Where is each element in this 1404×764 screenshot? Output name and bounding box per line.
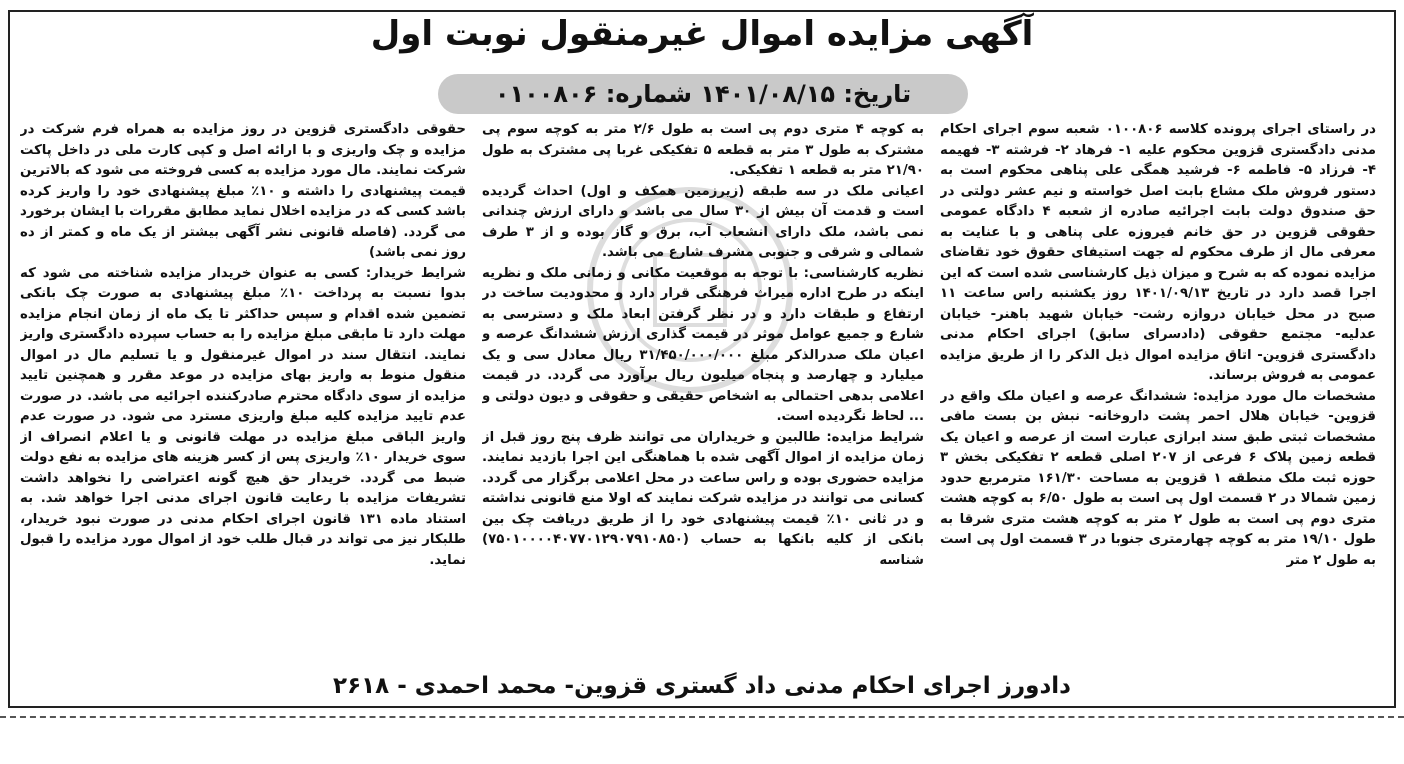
expert-opinion-text: با توجه به موقعیت مکانی و زمانی ملک و نظریه اینکه در طرح اداره میراث فرهنگی قرار دارد و محدودیت ساخت در ارتفاع و طبقات دارد و در نظر گرفتن ابعاد ملک و دسترسی به شارع و جمیع عوامل موثر در قیمت گذاری ارزش ششدانگ عرصه و اعیان ملک صدرالذکر مبلغ ۳۱/۴۵۰/۰۰۰/۰۰۰ ریال معادل سی و یک میلیارد و چهارصد و پنجاه میلیون ریال برآورد می گردد. در قیمت اعلامی بدهی احتمالی به اشخاص حقیقی و حقوقی و دیون دولتی و ... لحاظ نگردیده است. [482,265,924,424]
case-intro-text: در راستای اجرای پرونده کلاسه ۰۱۰۰۸۰۶ شعبه سوم اجرای احکام مدنی دادگستری قزوین محکوم علیه ۱- فرهاد ۲- فرشته ۳- فهیمه ۴- فرزاد ۵- فاطمه ۶- فرشید همگی علی پناهی محکوم است به دستور فروش ملک مشاع بابت اصل خواسته و نیم عشر دولتی در حق صندوق دولت بابت اجرائیه صادره از شعبه ۴ دادگاه عمومی حقوقی قزوین در حق خانم فیروزه علی پناهی و با عنایت به معرفی مال از طرف محکوم له جهت استیفای حقوق خود تقاضای مزایده نموده که به شرح و میزان ذیل کارشناسی شده است که این اجرا قصد دارد در تاریخ ۱۴۰۱/۰۹/۱۳ روز یکشنبه راس ساعت ۱۱ صبح در محل خیابان دروازه رشت- خیابان شهید باهنر- خیابان عدلیه- مجتمع حقوقی (دادسرای سابق) اجرای احکام مدنی دادگستری قزوین- اتاق مزایده اموال ذیل الذکر را از طریق مزایده عمومی به فروش برساند. [940,122,1376,383]
participation-text: حقوقی دادگستری قزوین در روز مزایده به همراه فرم شرکت در مزایده و چک واریزی و با ارائه اصل و کپی کارت ملی در داخل پاکت شرکت نمایند. مال مورد مزایده به کسی فروخته می شود که بالاترین قیمت پیشنهادی را داشته و ۱۰٪ مبلغ پیشنهادی خود را واریز کرده باشد کسی که در مزایده اخلال نماید مطابق مقررات با ایشان برخورد می گردد. (فاصله قانونی نشر آگهی بیشتر از یک ماه و کمتر از ده روز نمی باشد) [20,122,466,260]
buyer-conditions-text: کسی به عنوان خریدار مزایده شناخته می شود که بدوا نسبت به پرداخت ۱۰٪ مبلغ پیشنهادی به صورت چک بانکی تضمین شده اقدام و سپس حداکثر تا یک ماه از زمان انجام مزایده مهلت دارد تا مابقی مبلغ مزایده را به حساب سپرده دادگستری واریز نمایند. انتقال سند در اموال غیرمنقول و یا تسلیم مال در اموال منقول منوط به واریز بهای مزایده در موعد مقرر و همچنین تایید مزایده از سوی دادگاه محترم صادرکننده اجرائیه می باشد. در صورت عدم تایید مزایده کلیه مبلغ واریزی مسترد می شود. در صورت عدم واریز الباقی مبلغ مزایده در مهلت قانونی و یا اعلام انصراف از سوی خریدار ۱۰٪ واریزی پس از کسر هزینه های مزایده به نفع دولت ضبط می گردد. خریدار حق هیچ گونه اعتراضی را نخواهد داشت تشریفات مزایده با رعایت قانون اجرای مدنی اجرا خواهد شد. به استناد ماده ۱۳۱ قانون اجرای احکام مدنی در صورت نبود خریدار، طلبکار نیز می تواند در قبال طلب خود از اموال مورد مزایده را قبول نماید. [20,265,466,568]
buyer-conditions-heading: شرایط خریدار: [365,265,466,281]
date-number-band: تاریخ: ۱۴۰۱/۰۸/۱۵ شماره: ۰۱۰۰۸۰۶ [438,74,968,114]
property-spec-text: ششدانگ عرصه و اعیان ملک واقع در قزوین- خیابان هلال احمر پشت داروخانه- نبش بن بست مافی مشخصات ثبتی طبق سند ابرازی عبارت است از عرصه و اعیان یک قطعه زمین پلاک ۶ فرعی از ۲۰۷ اصلی قطعه ۲ تفکیکی بخش ۳ حوزه ثبت ملک منطقه ۱ قزوین به مساحت ۱۶۱/۳۰ مترمربع حدود زمین شمالا در ۲ قسمت اول پی است به طول ۶/۵۰ به کوچه هشت متری دوم پی است به طول ۲ متر به کوچه هشت متری شرقا به طول ۱۹/۱۰ متر به کوچه چهارمتری جنوبا در ۳ قسمت اول پی است به طول ۲ متر [940,388,1376,568]
cut-line [0,716,1404,718]
notice-title: آگهی مزایده اموال غیرمنقول نوبت اول [370,14,1034,54]
notice-signature: دادورز اجرای احکام مدنی داد گستری قزوین- محمد احمدی - ۲۶۱۸ [333,673,1071,699]
column-middle [482,120,924,672]
auction-conditions-text: طالبین و خریداران می توانند ظرف پنج روز قبل از زمان مزایده از اموال آگهی شده با هماهنگی این اجرا بازدید نمایند. مزایده حضوری بوده و راس ساعت در محل اعلامی برگزار می گردد. کسانی می توانند در مزایده شرکت نمایند که اولا منع قانونی نداشته و در ثانی ۱۰٪ قیمت پیشنهادی خود را از طریق دریافت چک بین بانکی از کلیه بانکها به حساب (۷۵۰۱۰۰۰۰۴۰۷۷۰۱۲۹۰۷۹۱۰۸۵۰) شناسه [482,429,924,568]
expert-opinion-heading: نظریه کارشناسی: [803,265,924,281]
column-left [20,120,466,672]
building-text: اعیانی ملک در سه طبقه (زیرزمین همکف و اول) احداث گردیده است و قدمت آن بیش از ۳۰ سال می باشد و دارای ارزش چندانی نمی باشد، ملک دارای انشعاب آب، برق و گاز بوده و از ۳ طرف شمالی و شرقی و جنوبی مشرف شارع می باشد. [482,183,924,260]
column-right [940,120,1376,672]
auction-conditions-heading: شرایط مزایده: [826,429,924,445]
property-spec-heading: مشخصات مال مورد مزایده: [1192,388,1376,404]
boundary-text: به کوچه ۴ متری دوم پی است به طول ۲/۶ متر به کوچه سوم پی مشترک به طول ۳ متر به قطعه ۵ تفکیکی غربا پی مشترک به طول ۲۱/۹۰ متر به قطعه ۱ تفکیکی. [482,122,924,178]
